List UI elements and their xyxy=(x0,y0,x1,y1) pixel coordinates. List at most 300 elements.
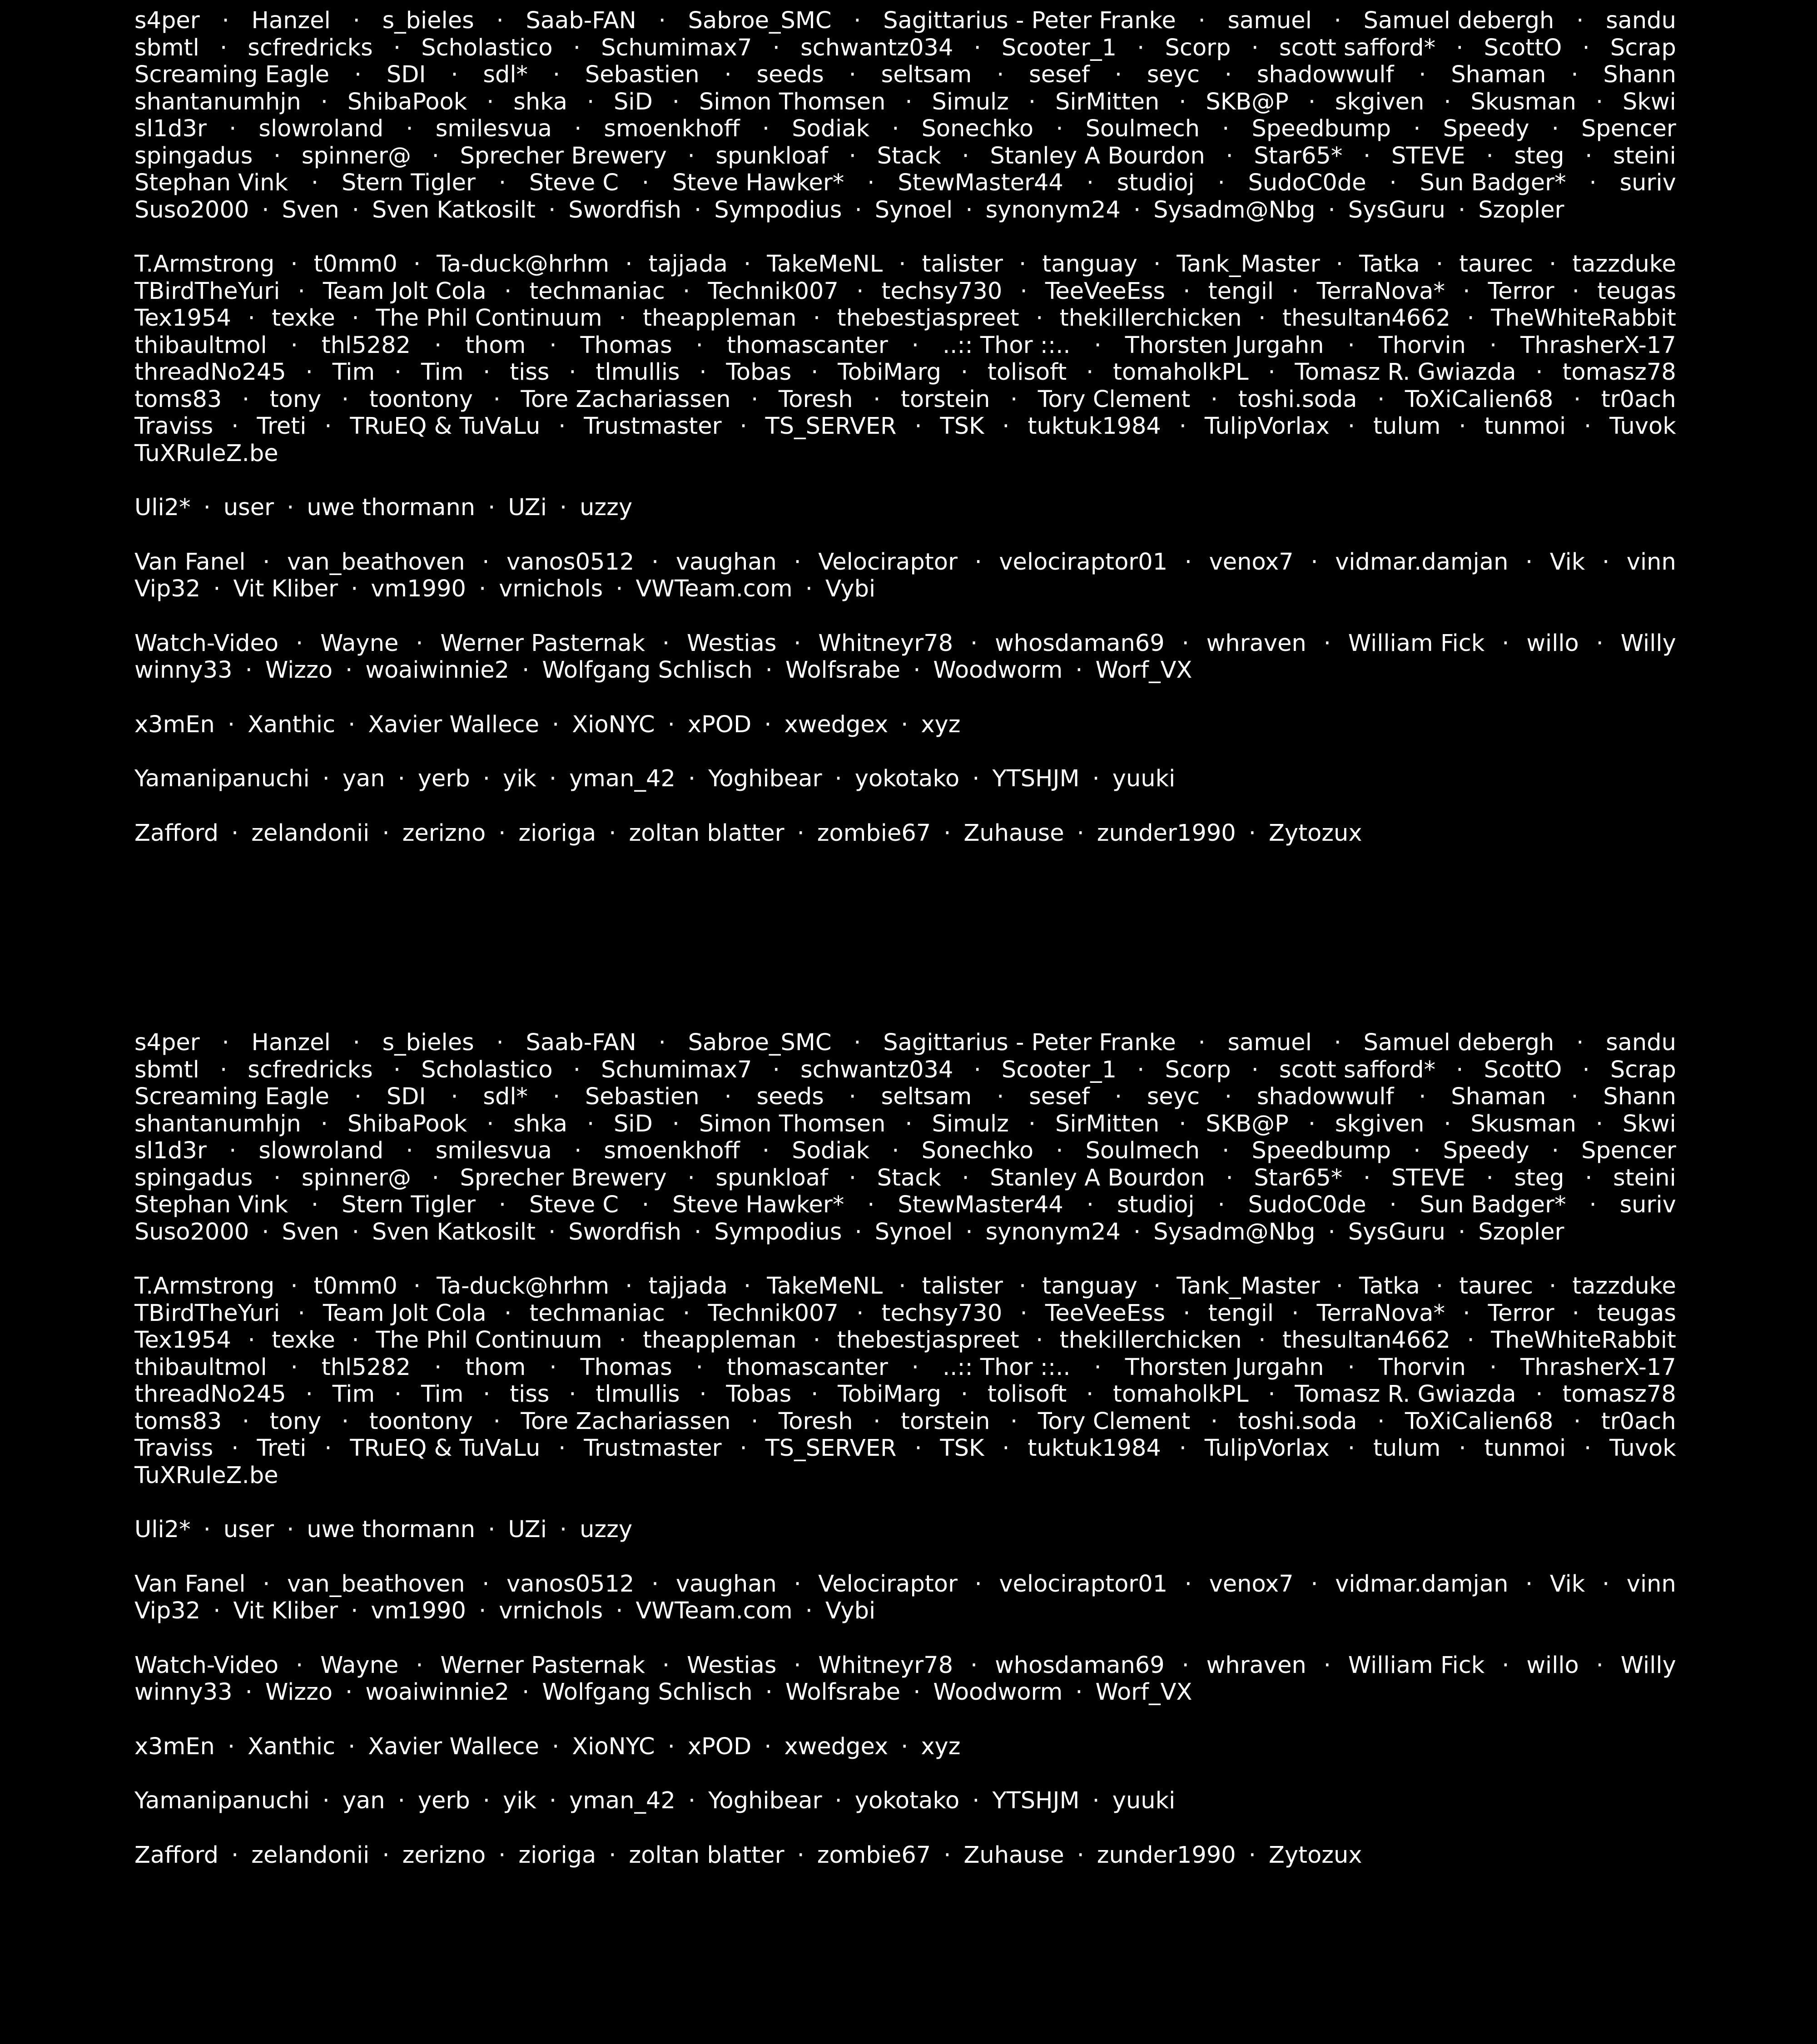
contributor-name: uwe thormann xyxy=(307,494,476,521)
credits-line xyxy=(134,386,1676,413)
contributor-name: Sysadm@Nbg xyxy=(1153,1218,1316,1245)
contributor-name: ToXiCalien68 xyxy=(1405,386,1554,413)
separator-dot: · xyxy=(1576,7,1584,34)
contributor-name: Tatka xyxy=(1359,251,1420,278)
contributor-name: user xyxy=(223,494,274,521)
separator-dot: · xyxy=(1077,819,1084,847)
credits-line xyxy=(134,630,1676,657)
contributor-name: seeds xyxy=(756,1083,824,1110)
separator-dot: · xyxy=(1217,169,1225,196)
contributor-name: Trustmaster xyxy=(584,1435,722,1462)
contributor-name: Speedy xyxy=(1443,1137,1529,1164)
separator-dot: · xyxy=(1311,1570,1318,1597)
separator-dot: · xyxy=(849,142,856,169)
separator-dot: · xyxy=(1596,1652,1604,1679)
credits-line xyxy=(134,1083,1676,1111)
separator-dot: · xyxy=(1389,169,1397,196)
credits-line xyxy=(134,765,1676,793)
contributor-name: torstein xyxy=(900,1408,990,1435)
separator-dot: · xyxy=(248,305,255,332)
separator-dot: · xyxy=(305,1381,313,1408)
contributor-name: Speedy xyxy=(1443,115,1529,142)
contributor-name: zelandonii xyxy=(251,1841,370,1869)
credits-line xyxy=(134,332,1676,359)
separator-dot: · xyxy=(1584,413,1592,440)
contributor-name: Yamanipanuchi xyxy=(134,1787,310,1814)
separator-dot: · xyxy=(1179,1110,1187,1137)
separator-dot: · xyxy=(911,332,919,359)
contributor-name: yman_42 xyxy=(569,765,675,792)
separator-dot: · xyxy=(1347,1435,1355,1462)
contributor-name: tolisoft xyxy=(987,1381,1067,1408)
separator-dot: · xyxy=(651,1570,659,1597)
contributor-name: whosdaman69 xyxy=(995,630,1165,657)
separator-dot: · xyxy=(914,413,922,440)
contributor-name: Speedbump xyxy=(1251,1137,1391,1164)
contributor-name: Tomasz R. Gwiazda xyxy=(1295,1381,1516,1408)
contributor-name: The Phil Continuum xyxy=(376,1327,602,1354)
contributor-name: Hanzel xyxy=(251,7,331,34)
separator-dot: · xyxy=(558,413,566,440)
contributor-name: synonym24 xyxy=(985,1218,1121,1245)
contributor-name: Simulz xyxy=(932,1110,1009,1137)
contributor-name: TerraNova* xyxy=(1316,1300,1445,1327)
contributor-name: Tore Zachariassen xyxy=(521,386,731,413)
credits-line xyxy=(134,1327,1676,1354)
contributor-name: Screaming Eagle xyxy=(134,61,330,88)
contributor-name: Thomas xyxy=(580,1354,672,1381)
contributor-name: steg xyxy=(1514,142,1564,169)
separator-dot: · xyxy=(873,386,881,413)
separator-dot: · xyxy=(724,61,732,88)
contributor-name: teugas xyxy=(1597,1300,1676,1327)
separator-dot: · xyxy=(549,1787,557,1814)
credits-list-primary xyxy=(134,7,1676,874)
separator-dot: · xyxy=(548,196,556,223)
contributor-name: thl5282 xyxy=(321,332,411,359)
contributor-name: techmaniac xyxy=(529,1300,665,1327)
contributor-name: Thorvin xyxy=(1378,1354,1466,1381)
separator-dot: · xyxy=(854,196,862,223)
separator-dot: · xyxy=(552,61,561,88)
contributor-name: zoltan blatter xyxy=(629,1841,784,1869)
separator-dot: · xyxy=(1019,251,1027,278)
credits-line xyxy=(134,711,1676,739)
contributor-name: Treti xyxy=(257,413,307,440)
contributor-name: xyz xyxy=(921,711,961,738)
credits-line xyxy=(134,197,1676,224)
contributor-name: StewMaster44 xyxy=(898,1191,1063,1218)
contributor-name: synonym24 xyxy=(985,196,1121,223)
contributor-name: suriv xyxy=(1619,1191,1676,1218)
separator-dot: · xyxy=(943,1841,951,1869)
contributor-name: shadowwulf xyxy=(1256,61,1394,88)
contributor-name: zerizno xyxy=(402,1841,486,1869)
credits-group-t xyxy=(134,1273,1676,1489)
contributor-name: texke xyxy=(272,1327,335,1354)
separator-dot: · xyxy=(764,1733,772,1760)
contributor-name: VWTeam.com xyxy=(635,1597,793,1624)
separator-dot: · xyxy=(1347,413,1355,440)
contributor-name: William Fick xyxy=(1348,1652,1485,1679)
separator-dot: · xyxy=(811,359,819,386)
separator-dot: · xyxy=(1002,1435,1010,1462)
separator-dot: · xyxy=(482,765,490,792)
contributor-name: Worf_VX xyxy=(1095,1679,1192,1706)
contributor-name: SirMitten xyxy=(1055,1110,1160,1137)
contributor-name: Tank_Master xyxy=(1177,1273,1320,1300)
contributor-name: Wizzo xyxy=(265,657,333,684)
contributor-name: tanguay xyxy=(1042,251,1137,278)
separator-dot: · xyxy=(242,1408,250,1435)
contributor-name: Shaman xyxy=(1451,61,1546,88)
separator-dot: · xyxy=(1328,196,1335,223)
credits-group-w xyxy=(134,1652,1676,1706)
separator-dot: · xyxy=(970,630,978,657)
contributor-name: zioriga xyxy=(518,819,596,847)
separator-dot: · xyxy=(263,1570,270,1597)
separator-dot: · xyxy=(348,1733,356,1760)
contributor-name: yerb xyxy=(417,765,470,792)
contributor-name: Steve C xyxy=(529,1191,619,1218)
contributor-name: tazzduke xyxy=(1572,1273,1676,1300)
separator-dot: · xyxy=(765,1679,773,1706)
separator-dot: · xyxy=(504,278,512,305)
separator-dot: · xyxy=(1589,169,1597,196)
separator-dot: · xyxy=(765,657,773,684)
contributor-name: TheWhiteRabbit xyxy=(1491,1327,1676,1354)
contributor-name: user xyxy=(223,1516,274,1543)
contributor-name: Terror xyxy=(1488,1300,1554,1327)
contributor-name: Tomasz R. Gwiazda xyxy=(1295,359,1516,386)
separator-dot: · xyxy=(667,1733,675,1760)
contributor-name: Zuhause xyxy=(963,819,1064,847)
credits-line xyxy=(134,1354,1676,1381)
separator-dot: · xyxy=(1258,305,1266,332)
contributor-name: Velociraptor xyxy=(818,1570,958,1597)
contributor-name: winny33 xyxy=(134,657,233,684)
separator-dot: · xyxy=(1463,278,1470,305)
contributor-name: Vybi xyxy=(825,1597,876,1624)
separator-dot: · xyxy=(305,359,313,386)
contributor-name: Speedbump xyxy=(1251,115,1391,142)
separator-dot: · xyxy=(351,575,358,602)
contributor-name: zoltan blatter xyxy=(629,819,784,847)
contributor-name: Vip32 xyxy=(134,575,201,602)
separator-dot: · xyxy=(794,630,801,657)
separator-dot: · xyxy=(522,1679,530,1706)
separator-dot: · xyxy=(1248,1841,1256,1869)
contributor-name: XioNYC xyxy=(572,711,655,738)
contributor-name: Wolfgang Schlisch xyxy=(542,657,753,684)
separator-dot: · xyxy=(651,548,659,575)
separator-dot: · xyxy=(1549,1273,1557,1300)
separator-dot: · xyxy=(341,386,349,413)
separator-dot: · xyxy=(1602,548,1610,575)
separator-dot: · xyxy=(688,1787,696,1814)
separator-dot: · xyxy=(1549,251,1557,278)
contributor-name: tr0ach xyxy=(1601,1408,1676,1435)
contributor-name: Scooter_1 xyxy=(1001,34,1117,61)
contributor-name: smoenkhoff xyxy=(604,1137,740,1164)
separator-dot: · xyxy=(406,115,413,142)
separator-dot: · xyxy=(772,1056,780,1083)
credits-group-u xyxy=(134,494,1676,521)
contributor-name: tony xyxy=(269,386,322,413)
separator-dot: · xyxy=(1572,1300,1579,1327)
separator-dot: · xyxy=(892,1137,899,1164)
credits-line xyxy=(134,1273,1676,1300)
separator-dot: · xyxy=(1308,88,1316,115)
separator-dot: · xyxy=(1291,278,1299,305)
contributor-name: SKB@P xyxy=(1206,88,1289,115)
separator-dot: · xyxy=(1467,305,1474,332)
contributor-name: TakeMeNL xyxy=(767,251,883,278)
separator-dot: · xyxy=(1419,61,1426,88)
contributor-name: tr0ach xyxy=(1601,386,1676,413)
separator-dot: · xyxy=(797,1841,804,1869)
separator-dot: · xyxy=(394,359,402,386)
separator-dot: · xyxy=(482,1787,490,1814)
separator-dot: · xyxy=(699,359,707,386)
separator-dot: · xyxy=(641,1191,650,1218)
contributor-name: Treti xyxy=(257,1435,307,1462)
contributor-name: Stanley A Bourdon xyxy=(990,142,1205,169)
separator-dot: · xyxy=(972,1787,980,1814)
contributor-name: Yoghibear xyxy=(708,765,822,792)
separator-dot: · xyxy=(743,1273,751,1300)
credits-group-y xyxy=(134,1787,1676,1815)
separator-dot: · xyxy=(1585,1164,1593,1191)
credits-line xyxy=(134,278,1676,305)
contributor-name: Soulmech xyxy=(1085,115,1200,142)
contributor-name: schwantz034 xyxy=(800,34,953,61)
credits-line xyxy=(134,61,1676,89)
contributor-name: xPOD xyxy=(687,1733,752,1760)
contributor-name: T.Armstrong xyxy=(134,1273,275,1300)
contributor-name: Vik xyxy=(1549,1570,1585,1597)
separator-dot: · xyxy=(1456,1056,1464,1083)
contributor-name: Stern Tigler xyxy=(341,169,476,196)
separator-dot: · xyxy=(667,711,675,738)
contributor-name: Swordfish xyxy=(568,196,682,223)
separator-dot: · xyxy=(625,1273,633,1300)
credits-line xyxy=(134,1597,1676,1625)
separator-dot: · xyxy=(559,1516,567,1543)
contributor-name: Tobas xyxy=(726,1381,792,1408)
contributor-name: scott safford* xyxy=(1279,34,1436,61)
separator-dot: · xyxy=(813,1327,821,1354)
contributor-name: Saab-FAN xyxy=(526,7,636,34)
separator-dot: · xyxy=(222,7,229,34)
separator-dot: · xyxy=(974,1570,982,1597)
separator-dot: · xyxy=(1020,278,1028,305)
separator-dot: · xyxy=(609,1841,616,1869)
separator-dot: · xyxy=(849,1083,856,1110)
contributor-name: Sven xyxy=(282,196,339,223)
contributor-name: tony xyxy=(269,1408,322,1435)
credits-line xyxy=(134,1191,1676,1219)
separator-dot: · xyxy=(1056,115,1063,142)
contributor-name: steini xyxy=(1613,1164,1676,1191)
contributor-name: ToXiCalien68 xyxy=(1405,1408,1554,1435)
contributor-name: spunkloaf xyxy=(715,1164,829,1191)
separator-dot: · xyxy=(1456,34,1464,61)
contributor-name: Whitneyr78 xyxy=(818,630,953,657)
separator-dot: · xyxy=(245,657,253,684)
separator-dot: · xyxy=(695,1354,703,1381)
contributor-name: Tore Zachariassen xyxy=(521,1408,731,1435)
contributor-name: Toresh xyxy=(778,1408,853,1435)
separator-dot: · xyxy=(854,7,861,34)
contributor-name: Tuvok xyxy=(1609,413,1676,440)
separator-dot: · xyxy=(1459,1435,1466,1462)
contributor-name: vinn xyxy=(1626,548,1676,575)
separator-dot: · xyxy=(1183,1300,1191,1327)
separator-dot: · xyxy=(354,61,362,88)
contributor-name: Simon Thomsen xyxy=(699,88,886,115)
contributor-name: sl1d3r xyxy=(134,1137,207,1164)
separator-dot: · xyxy=(1458,196,1466,223)
separator-dot: · xyxy=(351,1597,358,1624)
credits-line xyxy=(134,494,1676,521)
separator-dot: · xyxy=(1571,61,1579,88)
contributor-name: Simon Thomsen xyxy=(699,1110,886,1137)
separator-dot: · xyxy=(1584,1435,1592,1462)
separator-dot: · xyxy=(416,630,423,657)
contributor-name: Tank_Master xyxy=(1177,251,1320,278)
contributor-name: zunder1990 xyxy=(1097,819,1236,847)
contributor-name: Woodworm xyxy=(933,657,1063,684)
contributor-name: Shaman xyxy=(1451,1083,1546,1110)
separator-dot: · xyxy=(1573,1408,1581,1435)
contributor-name: Velociraptor xyxy=(818,548,958,575)
contributor-name: whosdaman69 xyxy=(995,1652,1165,1679)
separator-dot: · xyxy=(352,196,359,223)
separator-dot: · xyxy=(322,765,330,792)
contributor-name: Schumimax7 xyxy=(601,34,752,61)
contributor-name: Sodiak xyxy=(792,115,870,142)
separator-dot: · xyxy=(1525,1570,1533,1597)
contributor-name: Scorp xyxy=(1165,1056,1231,1083)
contributor-name: SudoC0de xyxy=(1248,1191,1366,1218)
separator-dot: · xyxy=(1086,359,1094,386)
contributor-name: zelandonii xyxy=(251,819,370,847)
credits-line xyxy=(134,1733,1676,1761)
separator-dot: · xyxy=(1489,332,1497,359)
contributor-name: spingadus xyxy=(134,142,253,169)
contributor-name: whraven xyxy=(1206,1652,1306,1679)
separator-dot: · xyxy=(1179,413,1187,440)
contributor-name: tunmoi xyxy=(1484,413,1566,440)
contributor-name: Zytozux xyxy=(1268,1841,1362,1869)
separator-dot: · xyxy=(658,7,666,34)
separator-dot: · xyxy=(962,1164,969,1191)
separator-dot: · xyxy=(1595,1110,1604,1137)
separator-dot: · xyxy=(488,494,496,521)
separator-dot: · xyxy=(856,1300,864,1327)
contributor-name: zombie67 xyxy=(817,819,931,847)
contributor-name: thesultan4662 xyxy=(1282,1327,1451,1354)
contributor-name: Sun Badger* xyxy=(1420,169,1566,196)
contributor-name: yokotako xyxy=(854,765,960,792)
contributor-name: thomascanter xyxy=(726,1354,888,1381)
contributor-name: s4per xyxy=(134,7,200,34)
separator-dot: · xyxy=(451,61,458,88)
contributor-name: toontony xyxy=(369,1408,473,1435)
contributor-name: thomascanter xyxy=(726,332,888,359)
contributor-name: Van Fanel xyxy=(134,548,246,575)
separator-dot: · xyxy=(222,1029,229,1056)
contributor-name: Werner Pasternak xyxy=(440,630,645,657)
contributor-name: velociraptor01 xyxy=(999,1570,1168,1597)
separator-dot: · xyxy=(1335,1273,1343,1300)
separator-dot: · xyxy=(1224,1083,1232,1110)
separator-dot: · xyxy=(498,1191,506,1218)
contributor-name: sdl* xyxy=(483,1083,528,1110)
contributor-name: tiss xyxy=(510,359,550,386)
contributor-name: samuel xyxy=(1227,7,1312,34)
contributor-name: Tory Clement xyxy=(1038,386,1191,413)
separator-dot: · xyxy=(1153,1273,1161,1300)
separator-dot: · xyxy=(687,1164,695,1191)
contributor-name: s_bieles xyxy=(382,7,474,34)
separator-dot: · xyxy=(911,1354,919,1381)
separator-dot: · xyxy=(552,711,560,738)
separator-dot: · xyxy=(658,1029,666,1056)
contributor-name: Scooter_1 xyxy=(1001,1056,1117,1083)
contributor-name: ScottO xyxy=(1484,34,1562,61)
separator-dot: · xyxy=(1571,1083,1579,1110)
separator-dot: · xyxy=(229,115,237,142)
contributor-name: theappleman xyxy=(642,305,797,332)
separator-dot: · xyxy=(625,251,633,278)
separator-dot: · xyxy=(834,1787,842,1814)
separator-dot: · xyxy=(892,115,899,142)
separator-dot: · xyxy=(797,819,804,847)
credits-group-t xyxy=(134,251,1676,467)
separator-dot: · xyxy=(1226,1164,1233,1191)
separator-dot: · xyxy=(290,1273,298,1300)
credits-line xyxy=(134,1381,1676,1408)
contributor-name: seltsam xyxy=(881,1083,972,1110)
separator-dot: · xyxy=(382,1841,390,1869)
contributor-name: toms83 xyxy=(134,1408,222,1435)
contributor-name: woaiwinnie2 xyxy=(365,657,510,684)
separator-dot: · xyxy=(609,819,616,847)
contributor-name: texke xyxy=(272,305,335,332)
credits-line xyxy=(134,1652,1676,1679)
contributor-name: shantanumhjn xyxy=(134,88,301,115)
separator-dot: · xyxy=(558,1435,566,1462)
contributor-name: seeds xyxy=(756,61,824,88)
contributor-name: Woodworm xyxy=(933,1679,1063,1706)
separator-dot: · xyxy=(813,305,821,332)
contributor-name: thibaultmol xyxy=(134,1354,267,1381)
separator-dot: · xyxy=(1413,115,1421,142)
contributor-name: Sven xyxy=(282,1218,339,1245)
credits-line xyxy=(134,820,1676,847)
separator-dot: · xyxy=(1444,1110,1451,1137)
contributor-name: thom xyxy=(465,332,526,359)
separator-dot: · xyxy=(873,1408,881,1435)
contributor-name: Sonechko xyxy=(921,115,1034,142)
contributor-name: yik xyxy=(502,1787,536,1814)
contributor-name: taurec xyxy=(1459,1273,1533,1300)
separator-dot: · xyxy=(552,1733,560,1760)
separator-dot: · xyxy=(394,1381,402,1408)
separator-dot: · xyxy=(913,1679,921,1706)
